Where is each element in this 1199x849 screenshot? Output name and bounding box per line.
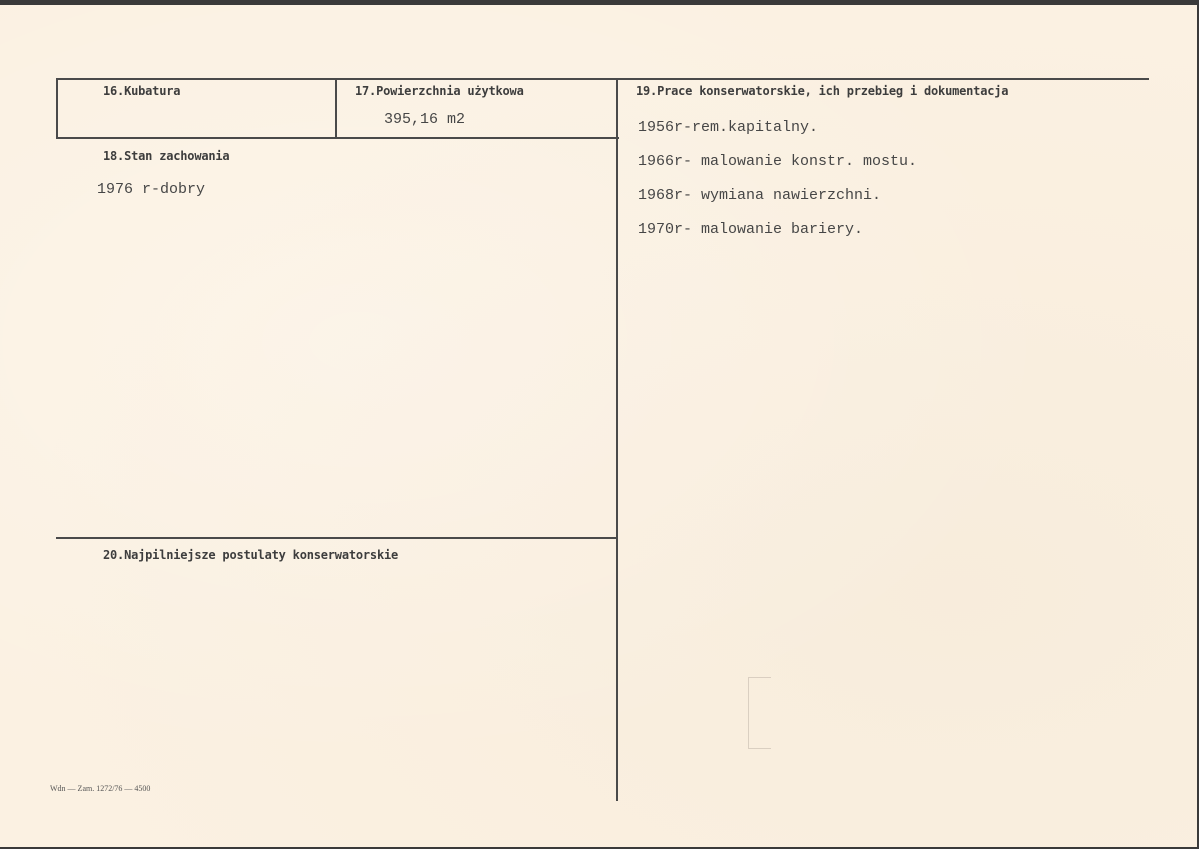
row-rule-lower [56, 537, 617, 539]
field-17-label: 17.Powierzchnia użytkowa [355, 84, 524, 98]
field-19-entry: 1966r- malowanie konstr. mostu. [638, 153, 918, 170]
show-through-mark [748, 677, 771, 749]
top-rule [56, 78, 1149, 80]
center-divider [616, 78, 618, 801]
field-19-entry: 1968r- wymiana nawierzchni. [638, 187, 882, 204]
field-19-entry: 1970r- malowanie bariery. [638, 221, 864, 238]
field-18-value: 1976 r-dobry [97, 181, 206, 198]
divider-16-17 [335, 78, 337, 139]
field-19-label: 19.Prace konserwatorskie, ich przebieg i dokumentacja [636, 84, 1009, 98]
row-rule-upper [56, 137, 619, 139]
field-20-label: 20.Najpilniejsze postulaty konserwatorskie [103, 548, 399, 562]
left-border-top [56, 78, 58, 139]
field-18-label: 18.Stan zachowania [103, 149, 230, 163]
field-19-entry: 1956r-rem.kapitalny. [638, 119, 819, 136]
record-card [0, 5, 1197, 847]
field-17-value: 395,16 m2 [384, 111, 466, 128]
print-imprint: Wdn — Zam. 1272/76 — 4500 [50, 784, 151, 793]
field-16-label: 16.Kubatura [103, 84, 181, 98]
